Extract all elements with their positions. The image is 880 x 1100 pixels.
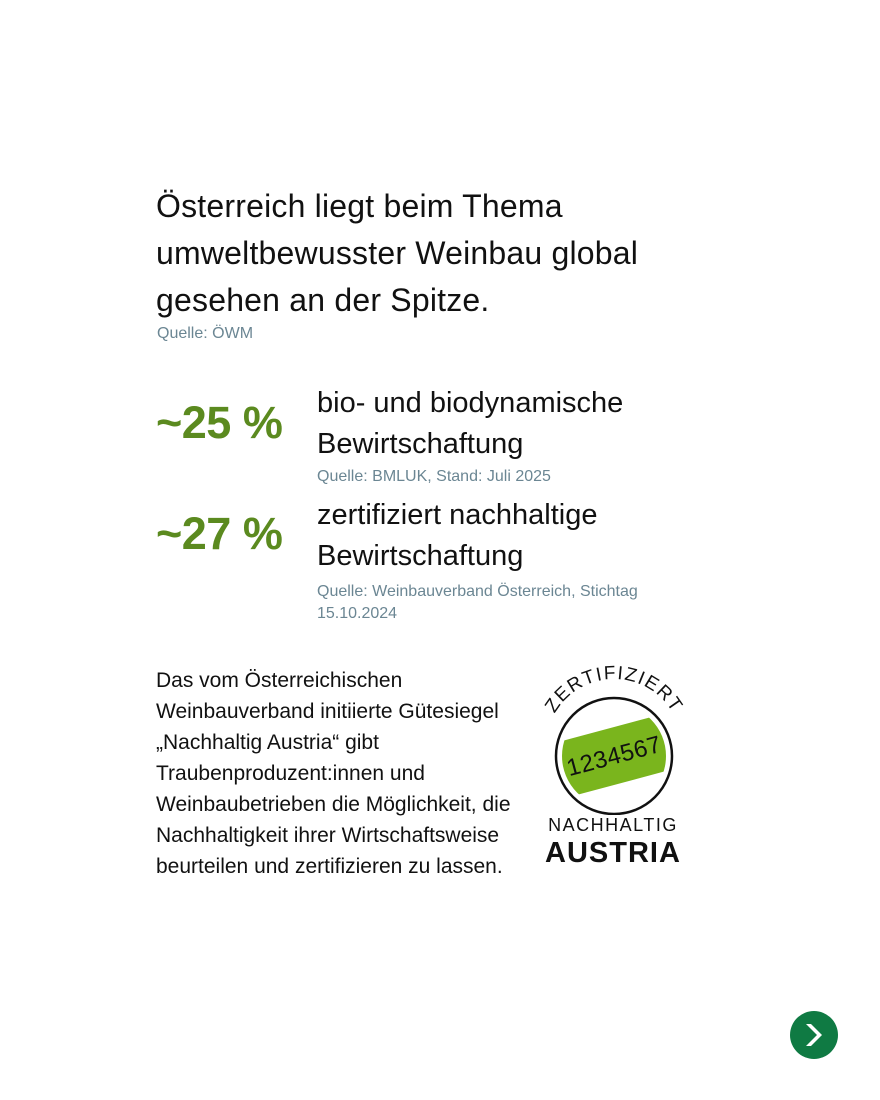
seal-graphic-icon [538,665,698,815]
seal-line-nachhaltig: NACHHALTIG [548,815,678,835]
headline-source: Quelle: ÖWM [157,325,254,342]
headline: Österreich liegt beim Thema umweltbewusster Weinbau global gesehen an der Spitze. [156,188,639,318]
stat-label: bio- und biodynamische Bewirtschaftung [317,387,624,460]
body-paragraph: Das vom Österreichischen Weinbauverband initiierte Gütesiegel „Nachhaltig Austria“ gibt Traubenproduzent:innen und Weinbaubetrieben die Möglichkeit, die Nachhaltigkeit ihrer Wirtschaftsweise beurteilen und zertifizieren zu lassen. [156,669,511,878]
nachhaltig-austria-seal [538,665,698,870]
seal-number: 1234567 [563,730,665,783]
seal-line-austria: AUSTRIA [545,837,681,869]
stat-source: Quelle: BMLUK, Stand: Juli 2025 [317,468,551,485]
stat-label: zertifiziert nachhaltige Bewirtschaftung [317,499,598,572]
next-button[interactable] [790,1011,838,1059]
stat-value: ~27 % [156,508,283,559]
seal-arc-text: ZERTIFIZIERT [541,665,687,717]
chevron-right-icon [790,1011,838,1059]
stat-value: ~25 % [156,397,283,448]
stat-source: Quelle: Weinbauverband Österreich, Stichtag 15.10.2024 [317,583,638,622]
